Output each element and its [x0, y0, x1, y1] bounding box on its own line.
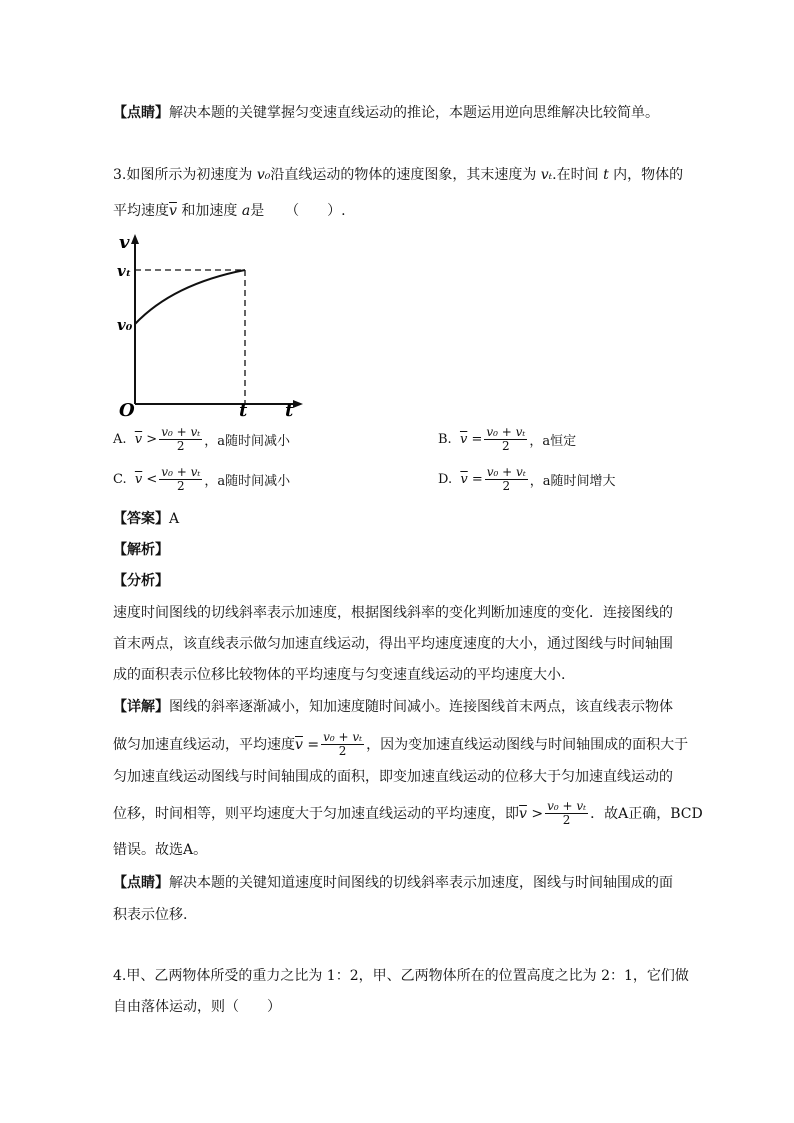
xiangjie-line2: 做匀加速直线运动，平均速度 $\overline{v}$ = $\frac{\text{v₀ + vₜ}}{2}$ ，因为变加速直线运动图线与时间轴围成的面积大于: [113, 730, 689, 758]
q4-line2: 自由落体运动，则（ ）: [113, 999, 281, 1015]
origin-label: O: [119, 400, 135, 421]
fenxi-line2: 首末两点，该直线表示做匀加速直线运动，得出平均速度速度的大小，通过图线与时间轴围: [113, 636, 673, 652]
velocity-time-graph: [113, 232, 313, 422]
option-a: A. $\overline{v}$ > $\frac{\text{v₀ + vₜ}}{2}$ ，a随时间减小: [113, 425, 290, 453]
q2-dianjing: 【点睛】解决本题的关键掌握匀变速直线运动的推论，本题运用逆向思维解决比较简单。: [113, 105, 659, 121]
option-b: B. $\overline{v}$ = $\frac{\text{v₀ + vₜ}}{2}$ ，a恒定: [438, 425, 577, 453]
q3-stem-line1: 3.如图所示为初速度为 v₀沿直线运动的物体的速度图象，其末速度为 vₜ.在时间 t 内，物体的: [113, 167, 684, 183]
t-label: t: [239, 400, 248, 421]
xiangjie-line5: 错误。故选A。: [113, 842, 208, 858]
y-axis-label: v: [119, 232, 130, 253]
q4-line1: 4.甲、乙两物体所受的重力之比为 1：2，甲、乙两物体所在的位置高度之比为 2：1，它们做: [113, 968, 689, 984]
fenxi-line3: 成的面积表示位移比较物体的平均速度与匀变速直线运动的平均速度大小.: [113, 667, 566, 683]
x-axis-arrow: [293, 400, 303, 408]
fenxi-line1: 速度时间图线的切线斜率表示加速度，根据图线斜率的变化判断加速度的变化．连接图线的: [113, 605, 673, 621]
q3-dianjing-line1: 【点睛】解决本题的关键知道速度时间图线的切线斜率表示加速度，图线与时间轴围成的面: [113, 875, 673, 891]
x-axis-label: t: [285, 400, 294, 421]
q3-dianjing-line2: 积表示位移.: [113, 907, 188, 923]
y-axis-arrow: [131, 234, 139, 244]
option-d: D. $\overline{v}$ = $\frac{\text{v₀ + vₜ}}{2}$ ，a随时间增大: [438, 465, 616, 493]
xiangjie-line1: 【详解】图线的斜率逐渐减小，知加速度随时间减小。连接图线首末两点，该直线表示物体: [113, 699, 673, 715]
vt-label: vₜ: [117, 262, 132, 280]
jiexi-heading: 【解析】: [113, 542, 169, 558]
q3-stem-line2: 平均速度$\overline{v}$ 和加速度 a是 （ ）.: [113, 203, 346, 219]
xiangjie-line4: 位移，时间相等，则平均速度大于匀加速直线运动的平均速度，即 $\overline{v}$ > $\frac{\text{v₀ + vₜ}}{2}$ ．故A正确，BCD: [113, 799, 703, 827]
fenxi-heading: 【分析】: [113, 573, 169, 589]
option-c: C. $\overline{v}$ < $\frac{\text{v₀ + vₜ}}{2}$ ，a随时间减小: [113, 465, 291, 493]
v0-label: v₀: [117, 316, 133, 334]
answer: 【答案】A: [113, 511, 180, 527]
velocity-curve: [135, 270, 245, 324]
xiangjie-line3: 匀加速直线运动图线与时间轴围成的面积，即变加速直线运动的位移大于匀加速直线运动的: [113, 769, 673, 785]
